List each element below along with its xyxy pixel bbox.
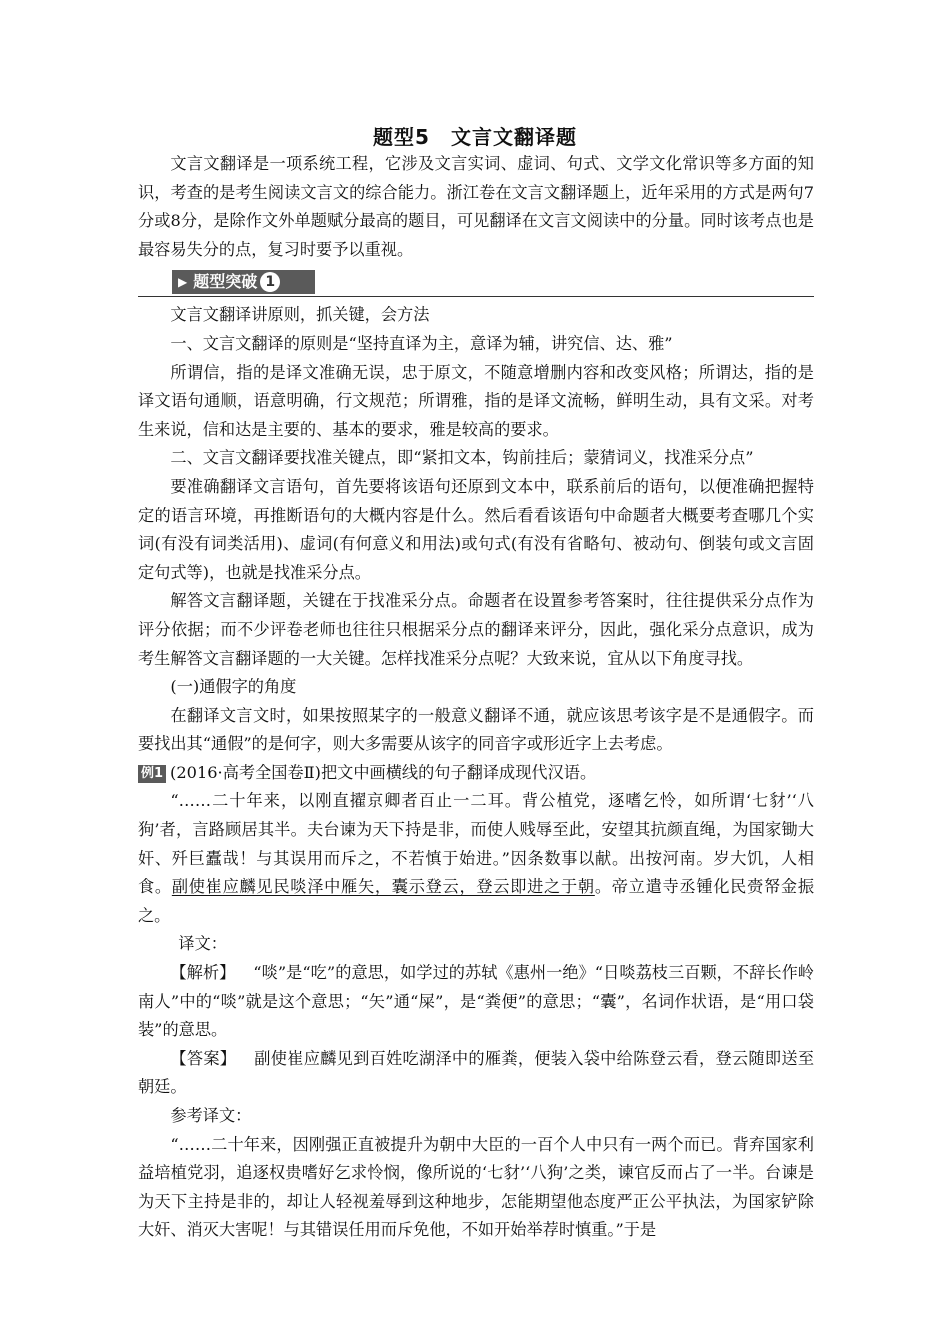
analysis-paragraph: [138, 959, 814, 1045]
passage-text-before: “……二十年来，以刚直擢京卿者百止一二耳。背公植党，逐嗜乞怜，如所谓‘七豺’‘八狗’者，言路顾居其半。夫台谏为天下持是非，而使人贱辱至此，安望其抗颜直绳，为国家锄大奸、歼巨蠹哉！与其误用而斥之，不若慎于始进。”因条数事以献。出按河南。岁大饥，人相食。: [138, 791, 814, 897]
analysis-label: 【解析】: [170, 963, 236, 983]
section-banner: [138, 270, 814, 297]
reference-label: 参考译文：: [170, 1106, 252, 1125]
translation-label: [138, 930, 814, 959]
heading-key-points: 二、文言文翻译要找准关键点，即“紧扣文本，钩前挂后；蒙猜词义，找准采分点”: [170, 448, 754, 468]
intro-paragraph: 文言文翻译是一项系统工程，它涉及文言实词、虚词、句式、文学文化常识等多方面的知识，考查的是考生阅读文言文的综合能力。浙江卷在文言文翻译题上，近年采用的方式是两句7分或8分，是除作文外单题赋分最高的题目，可见翻译在文言文阅读中的分量。同时该考点也是最容易失分的点，复习时要予以重视。: [138, 154, 814, 259]
passage-underlined-sentence: 副使崔应麟见民啖泽中雁矢，囊示登云，登云即进之于朝: [171, 877, 595, 897]
example-passage: [138, 787, 814, 930]
example-line: [138, 759, 814, 788]
subheading-tongjia: (一)通假字的角度: [170, 677, 297, 697]
banner-label: 题型突破: [193, 272, 258, 292]
analysis-text: “啖”是“吃”的意思，如学过的苏轼《惠州一绝》“日啖荔枝三百颗，不辞长作岭南人”中的“啖”就是这个意思；“矢”通“屎”，是“粪便”的意思；“囊”，名词作状语，是“用口袋装”的意思。: [138, 963, 814, 1040]
passage-text-after: 。帝立遣寺丞锺化民赍帑金振之。: [138, 877, 815, 925]
reference-translation: “……二十年来，因刚强正直被提升为朝中大臣的一百个人中只有一两个而已。背弃国家利益培植党羽，追逐权贵嗜好乞求怜悯，像所说的‘七豺’‘八狗’之类，谏官反而占了一半。台谏是为天下主持是非的，却让人轻视羞辱到这种地步，怎能期望他态度严正公平执法，为国家铲除大奸、消灭大害呢！与其错误任用而斥免他，不如开始举荐时慎重。”于是: [138, 1134, 814, 1240]
answer-label: 【答案】: [170, 1048, 237, 1068]
heading-principle: 一、文言文翻译的原则是“坚持直译为主，意译为辅，讲究信、达、雅”: [170, 333, 673, 353]
answer-paragraph: [138, 1045, 814, 1102]
translation-label-text: 译文：: [178, 934, 227, 954]
document-body: [138, 150, 814, 1245]
answer-text: 副使崔应麟见到百姓吃湖泽中的雁粪，便装入袋中给陈登云看，登云随即送至朝廷。: [138, 1048, 815, 1097]
paragraph-scoring-points: 解答文言翻译题，关键在于找准采分点。命题者在设置参考答案时，往往提供采分点作为评分依据；而不少评卷老师也往往只根据采分点的翻译来评分，因此，强化采分点意识，成为考生解答文言翻译题的一大关键。怎样找准采分点呢？大致来说，宜从以下角度寻找。: [138, 591, 814, 668]
example-tag: 例1: [138, 765, 166, 783]
banner-number-badge: 1: [260, 272, 280, 292]
paragraph-xin-da-ya: 所谓信，指的是译文准确无误，忠于原文，不随意增删内容和改变风格；所谓达，指的是译文语句通顺，语意明确，行文规范；所谓雅，指的是译文流畅，鲜明生动，具有文采。对考生来说，信和达是主要的、基本的要求，雅是较高的要求。: [138, 362, 814, 439]
arrow-icon: ▶: [178, 275, 188, 290]
banner-box: [172, 270, 315, 294]
paragraph-tongjia: 在翻译文言文时，如果按照某字的一般意义翻译不通，就应该思考该字是不是通假字。而要找出其“通假”的是何字，则大多需要从该字的同音字或形近字上去考虑。: [138, 705, 814, 754]
paragraph-accurate-translation: 要准确翻译文言语句，首先要将该语句还原到文本中，联系前后的语句，以便准确把握特定的语言环境，再推断语句的大概内容是什么。然后看看该语句中命题者大概要考查哪几个实词(有没有词类活用)、虚词(有何意义和用法)或句式(有没有省略句、被动句、倒装句或文言固定句式等)，也就是找准采分点。: [138, 476, 814, 582]
page-title: 题型5 文言文翻译题: [373, 125, 577, 149]
principle-intro: 文言文翻译讲原则，抓关键，会方法: [170, 305, 430, 325]
example-source: (2016·高考全国卷Ⅱ)把文中画横线的句子翻译成现代汉语。: [170, 762, 597, 782]
